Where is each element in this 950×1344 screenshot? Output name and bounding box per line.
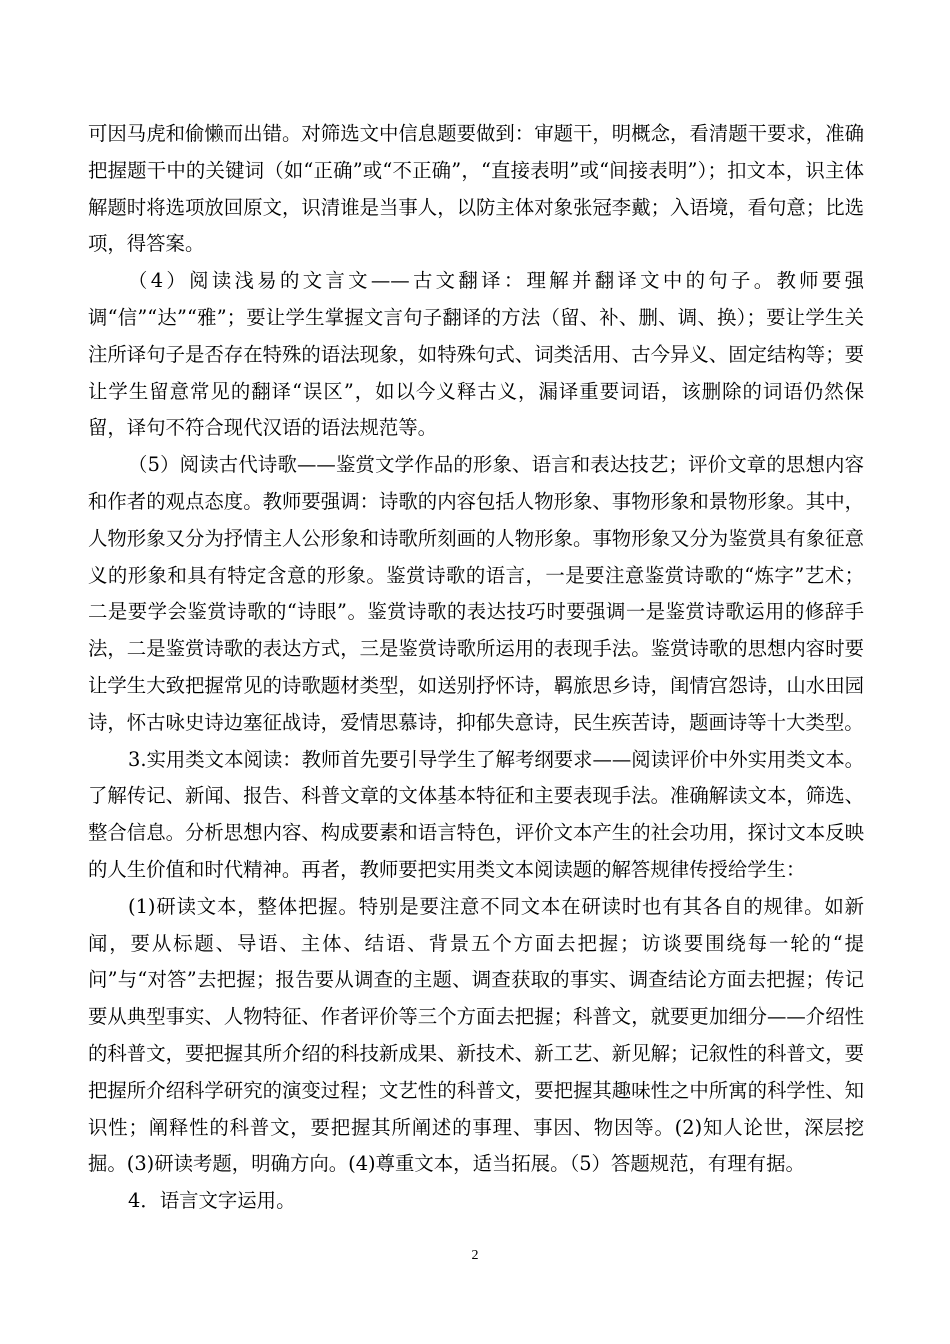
paragraph-ancient-poetry: （5）阅读古代诗歌——鉴赏文学作品的形象、语言和表达技艺；评价文章的思想内容和作者的观点态度。教师要强调：诗歌的内容包括人物形象、事物形象和景物形象。其中，人物形象又分为抒情主人公形象和诗歌所刻画的人物形象。事物形象又分为鉴赏具有象征意义的形象和具有特定含意的形象。鉴赏诗歌的语言，一是要注意鉴赏诗歌的“炼字”艺术；二是要学会鉴赏诗歌的“诗眼”。鉴赏诗歌的表达技巧时要强调一是鉴赏诗歌运用的修辞手法，二是鉴赏诗歌的表达方式，三是鉴赏诗歌所运用的表现手法。鉴赏诗歌的思想内容时要让学生大致把握常见的诗歌题材类型，如送别抒怀诗，羁旅思乡诗，闺情宫怨诗，山水田园诗，怀古咏史诗边塞征战诗，爱情思慕诗，抑郁失意诗，民生疾苦诗，题画诗等十大类型。: [88, 453, 864, 734]
paragraph-classical-chinese-translation: （4）阅读浅易的文言文——古文翻译：理解并翻译文中的句子。教师要强调“信”“达”“雅”；要让学生掌握文言句子翻译的方法（留、补、删、调、换）；要让学生关注所译句子是否存在特殊的语法现象，如特殊句式、词类活用、古今异义、固定结构等；要让学生留意常见的翻译“误区”，如以今义释古义，漏译重要词语，该删除的词语仍然保留，译句不符合现代汉语的语法规范等。: [88, 269, 864, 440]
document-body: [88, 116, 864, 1220]
paragraph-practical-text-reading: 3.实用类文本阅读：教师首先要引导学生了解考纲要求——阅读评价中外实用类文本。了解传记、新闻、报告、科普文章的文体基本特征和主要表现手法。准确解读文本，筛选、整合信息。分析思想内容、构成要素和语言特色，评价文本产生的社会功用，探讨文本反映的人生价值和时代精神。再者，教师要把实用类文本阅读题的解答规律传授给学生：: [88, 747, 864, 881]
paragraph-reading-methods: (1)研读文本，整体把握。特别是要注意不同文本在研读时也有其各自的规律。如新闻，要从标题、导语、主体、结语、背景五个方面去把握；访谈要围绕每一轮的“提问”与“对答”去把握；报告要从调查的主题、调查获取的事实、调查结论方面去把握；传记要从典型事实、人物特征、作者评价等三个方面去把握；科普文，就要更加细分——介绍性的科普文，要把握其所介绍的科技新成果、新技术、新工艺、新见解；记叙性的科普文，要把握所介绍科学研究的演变过程；文艺性的科普文，要把握其趣味性之中所寓的科学性、知识性；阐释性的科普文，要把握其所阐述的事理、事因、物因等。(2)知人论世，深层挖掘。(3)研读考题，明确方向。(4)尊重文本，适当拓展。（5）答题规范，有理有据。: [88, 894, 864, 1176]
paragraph-continuation: 可因马虎和偷懒而出错。对筛选文中信息题要做到：审题干，明概念，看清题干要求，准确把握题干中的关键词（如“正确”或“不正确”，“直接表明”或“间接表明”）；扣文本，识主体解题时将选项放回原文，识清谁是当事人，以防主体对象张冠李戴；入语境，看句意；比选项，得答案。: [88, 122, 864, 256]
paragraph-language-use-heading: 4．语言文字运用。: [128, 1189, 296, 1213]
page-number: 2: [471, 1248, 479, 1263]
